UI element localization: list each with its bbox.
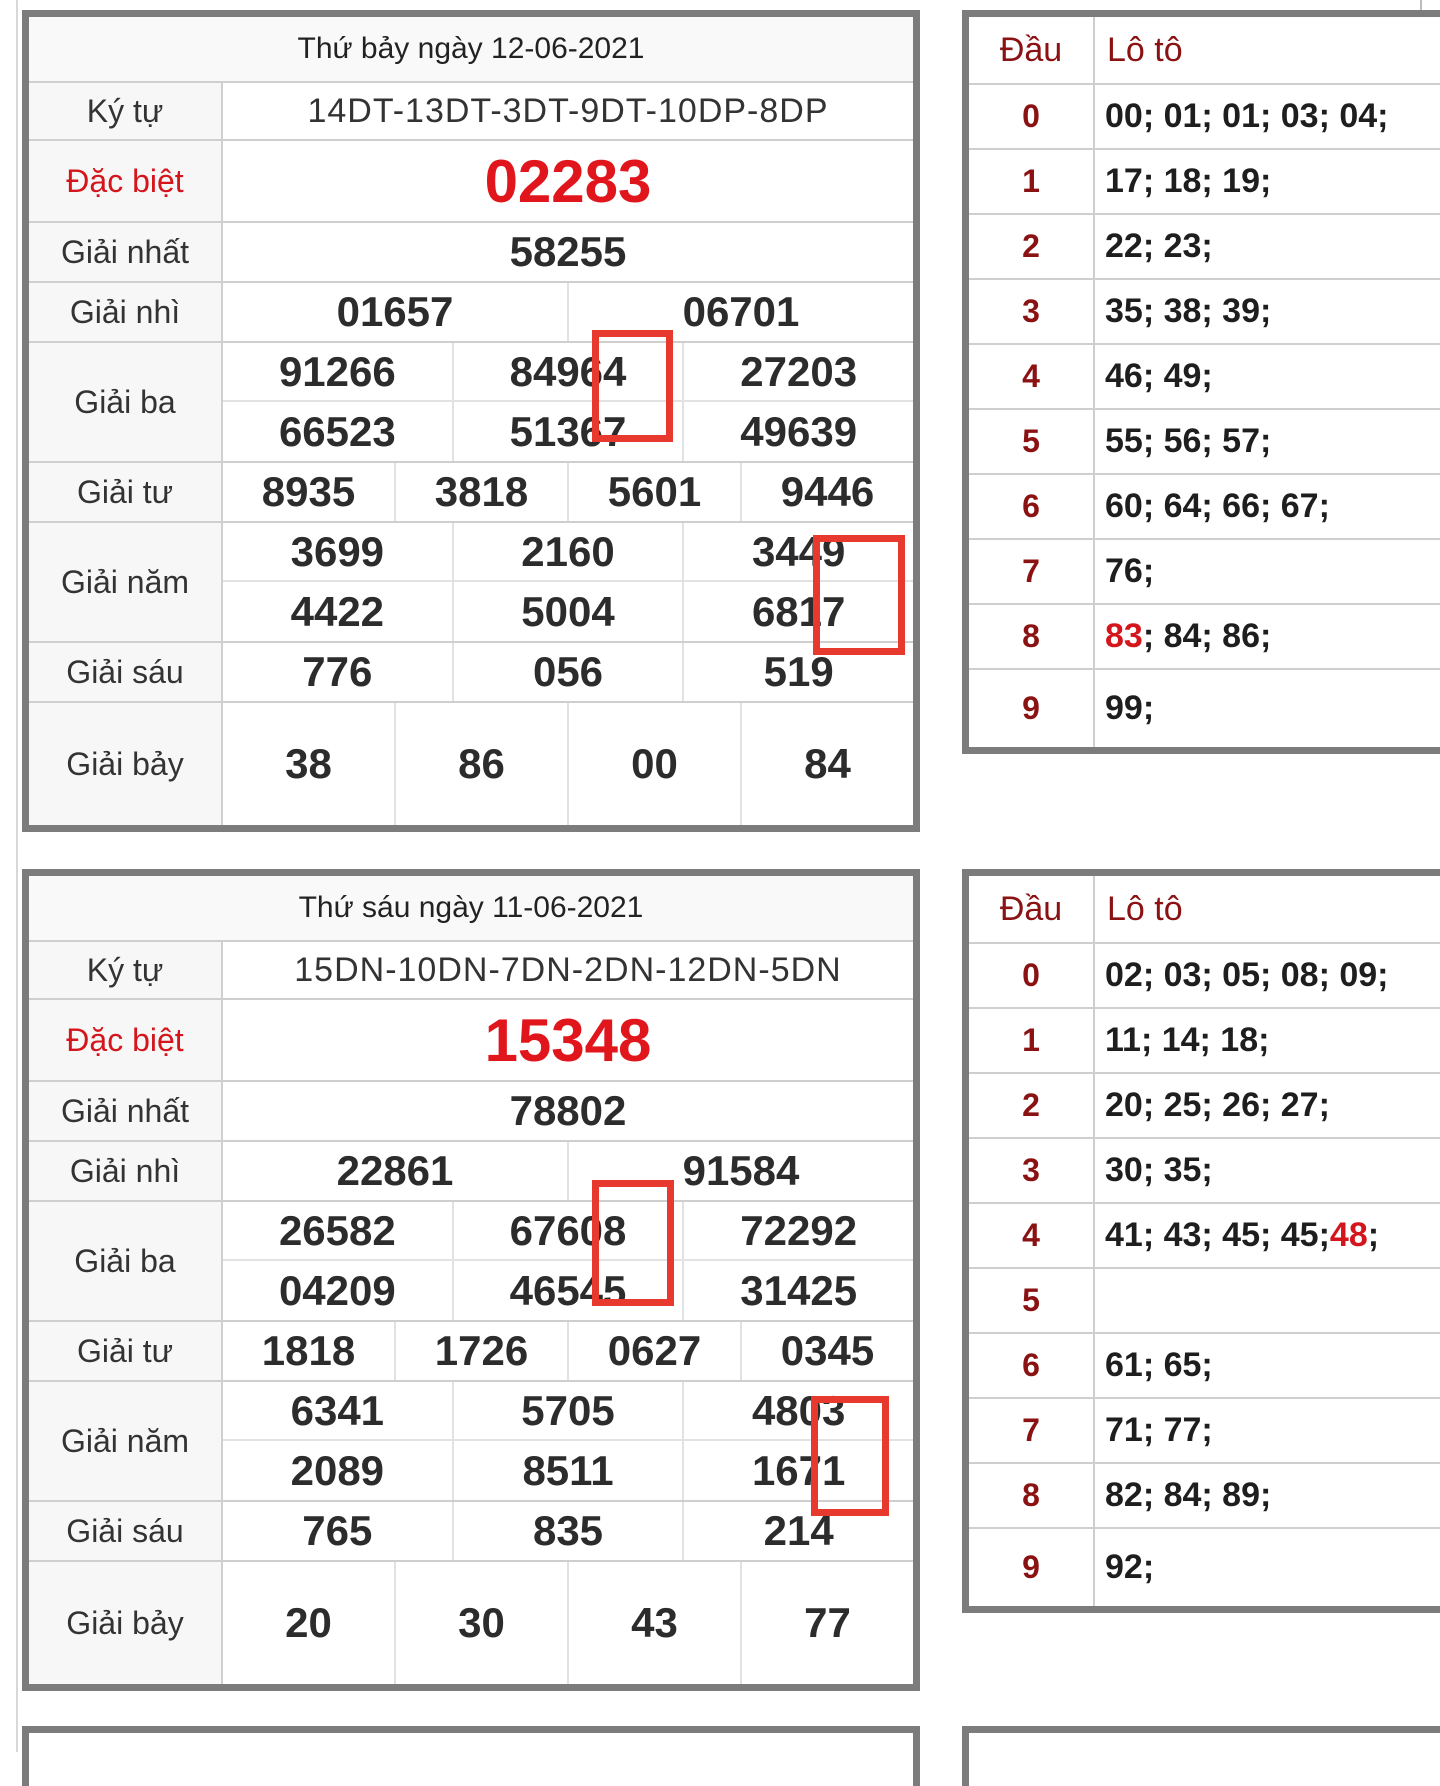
loto-values-text: 71; 77; xyxy=(1105,1411,1213,1449)
ky-tu-row xyxy=(29,83,913,141)
loto-values xyxy=(1095,280,1440,343)
prize-number: 2160 xyxy=(452,523,683,580)
prize-number: 58255 xyxy=(509,228,627,275)
loto-values-text: 11; 14; 18; xyxy=(1105,1021,1270,1059)
loto-values xyxy=(1095,1464,1440,1527)
loto-values xyxy=(1095,150,1440,213)
prize-nhi-row xyxy=(29,283,913,343)
loto-special-highlight: 83 xyxy=(1105,617,1143,655)
loto-row xyxy=(969,1009,1440,1074)
prize-number: 27203 xyxy=(682,343,913,400)
loto-values xyxy=(1095,475,1440,538)
prize-number: 776 xyxy=(302,648,373,695)
prize-number: 67608 xyxy=(452,1202,683,1259)
prize-number: 91584 xyxy=(567,1142,913,1200)
prize-number: 6341 xyxy=(290,1386,385,1434)
loto-dau: 2 xyxy=(969,215,1095,278)
loto-row xyxy=(969,1399,1440,1464)
loto-row xyxy=(969,1269,1440,1334)
prize-number: 6817 xyxy=(682,582,913,641)
prize-bay-row xyxy=(29,703,913,825)
prize-number: 214 xyxy=(682,1502,913,1560)
prize-number: 4422 xyxy=(290,587,385,635)
special-prize-number: 15348 xyxy=(484,1006,652,1074)
prize-number: 78802 xyxy=(509,1087,627,1134)
loto-values-text: 30; 35; xyxy=(1105,1151,1213,1189)
prize-label: Giải ba xyxy=(29,1202,223,1320)
prize-number: 04209 xyxy=(278,1266,396,1314)
loto-dau: 4 xyxy=(969,345,1095,408)
prize-nhat-row xyxy=(29,223,913,283)
loto-table-next xyxy=(962,1726,1440,1786)
loto-row xyxy=(969,85,1440,150)
loto-row xyxy=(969,215,1440,280)
loto-values-text: 02; 03; 05; 08; 09; xyxy=(1105,956,1389,994)
loto-values-text: 92; xyxy=(1105,1548,1155,1586)
highlight-box xyxy=(811,1396,889,1516)
draw-date: Thứ sáu ngày 11-06-2021 xyxy=(298,891,644,924)
prize-number: 72292 xyxy=(682,1202,913,1259)
loto-row xyxy=(969,1204,1440,1269)
prize-number: 8935 xyxy=(261,468,356,515)
prize-number: 3449 xyxy=(682,523,913,580)
loto-row xyxy=(969,475,1440,540)
loto-dau: 3 xyxy=(969,1139,1095,1202)
prize-number: 86 xyxy=(394,703,567,825)
dau-header: Đầu xyxy=(969,17,1095,83)
ky-tu-row xyxy=(29,942,913,1000)
prize-number: 5601 xyxy=(567,463,740,521)
draw-date-row xyxy=(29,17,913,83)
loto-values-text: ; xyxy=(1367,1216,1380,1254)
dau-header: Đầu xyxy=(969,876,1095,942)
loto-row xyxy=(969,1529,1440,1606)
loto-values xyxy=(1095,1204,1440,1267)
loto-dau: 6 xyxy=(969,1334,1095,1397)
prize-label: Giải ba xyxy=(29,343,223,461)
prize-label: Giải nhất xyxy=(29,1082,223,1140)
loto-special-highlight: 48 xyxy=(1329,1216,1368,1254)
loto-row xyxy=(969,1139,1440,1204)
loto-header-label: Lô tô xyxy=(1107,889,1183,928)
prize-bay-row xyxy=(29,1562,913,1684)
prize-number: 38 xyxy=(285,740,332,787)
loto-values-text: 20; 25; 26; 27; xyxy=(1105,1086,1330,1124)
ky-tu-value: 15DN-10DN-7DN-2DN-12DN-5DN xyxy=(294,950,842,989)
loto-values xyxy=(1095,1139,1440,1202)
prize-number: 43 xyxy=(567,1562,740,1684)
loto-dau: 9 xyxy=(969,670,1095,747)
prize-number: 1726 xyxy=(394,1322,567,1380)
special-prize-number: 02283 xyxy=(484,147,652,215)
loto-values xyxy=(1095,1399,1440,1462)
loto-header xyxy=(969,17,1440,85)
prize-number: 765 xyxy=(302,1507,373,1554)
prize-number: 5705 xyxy=(452,1382,683,1439)
prize-label: Giải tư xyxy=(29,463,223,521)
draw-date: Thứ bảy ngày 12-06-2021 xyxy=(297,32,645,65)
prize-label: Giải năm xyxy=(29,1382,223,1500)
loto-values xyxy=(1095,1529,1440,1606)
loto-row xyxy=(969,944,1440,1009)
prize-label: Đặc biệt xyxy=(29,141,223,221)
prize-number: 22861 xyxy=(336,1147,454,1194)
prize-number: 31425 xyxy=(682,1261,913,1320)
loto-dau: 1 xyxy=(969,1009,1095,1072)
loto-dau: 8 xyxy=(969,605,1095,668)
prize-number: 1671 xyxy=(682,1441,913,1500)
prize-label: Giải nhì xyxy=(29,283,223,341)
prize-number: 2089 xyxy=(290,1446,385,1494)
page-left-edge xyxy=(16,0,18,1752)
loto-values xyxy=(1095,605,1440,668)
prize-label: Giải bảy xyxy=(29,1562,223,1684)
loto-values xyxy=(1095,670,1440,747)
loto-values-text: 41; 43; 45; 45; xyxy=(1105,1216,1330,1254)
prize-sau-row xyxy=(29,643,913,703)
result-table-0 xyxy=(22,10,920,832)
loto-row xyxy=(969,410,1440,475)
loto-dau: 9 xyxy=(969,1529,1095,1606)
loto-dau: 5 xyxy=(969,410,1095,473)
prize-label: Giải tư xyxy=(29,1322,223,1380)
loto-row xyxy=(969,1334,1440,1399)
prize-number: 056 xyxy=(452,643,683,701)
ky-tu-label: Ký tự xyxy=(29,83,223,139)
result-table-1 xyxy=(22,869,920,1691)
prize-number: 00 xyxy=(567,703,740,825)
prize-number: 49639 xyxy=(682,402,913,461)
loto-dau: 3 xyxy=(969,280,1095,343)
loto-values xyxy=(1095,944,1440,1007)
prize-label: Giải năm xyxy=(29,523,223,641)
loto-dau: 2 xyxy=(969,1074,1095,1137)
prize-number: 30 xyxy=(394,1562,567,1684)
loto-dau: 0 xyxy=(969,944,1095,1007)
loto-row xyxy=(969,1464,1440,1529)
loto-dau: 8 xyxy=(969,1464,1095,1527)
loto-values xyxy=(1095,345,1440,408)
prize-nam-row xyxy=(29,1382,913,1502)
highlight-box xyxy=(813,535,905,655)
loto-dau: 7 xyxy=(969,1399,1095,1462)
loto-dau: 0 xyxy=(969,85,1095,148)
prize-nam-row xyxy=(29,523,913,643)
prize-number: 84 xyxy=(740,703,913,825)
prize-number: 835 xyxy=(452,1502,683,1560)
prize-number: 0627 xyxy=(567,1322,740,1380)
prize-number: 1818 xyxy=(261,1327,356,1374)
loto-row xyxy=(969,150,1440,215)
prize-sau-row xyxy=(29,1502,913,1562)
loto-values-text: 76; xyxy=(1105,552,1155,590)
prize-number: 51367 xyxy=(452,402,683,461)
loto-dau: 7 xyxy=(969,540,1095,603)
result-table-next xyxy=(22,1726,920,1786)
loto-table-1 xyxy=(962,869,1440,1613)
ky-tu-value: 14DT-13DT-3DT-9DT-10DP-8DP xyxy=(307,91,829,130)
prize-number: 9446 xyxy=(740,463,913,521)
prize-number: 91266 xyxy=(278,347,396,395)
prize-number: 06701 xyxy=(567,283,913,341)
loto-values-text: 35; 38; 39; xyxy=(1105,292,1272,330)
prize-label: Giải nhì xyxy=(29,1142,223,1200)
loto-values xyxy=(1095,410,1440,473)
prize-tu-row xyxy=(29,1322,913,1382)
prize-nhat-row xyxy=(29,1082,913,1142)
loto-row xyxy=(969,670,1440,747)
prize-number: 66523 xyxy=(278,407,396,455)
loto-values-text: 61; 65; xyxy=(1105,1346,1213,1384)
loto-values-text: 00; 01; 01; 03; 04; xyxy=(1105,97,1389,135)
prize-number: 8511 xyxy=(452,1441,683,1500)
loto-table-0 xyxy=(962,10,1440,754)
loto-row xyxy=(969,1074,1440,1139)
loto-values-text: 46; 49; xyxy=(1105,357,1213,395)
prize-number: 0345 xyxy=(740,1322,913,1380)
prize-number: 5004 xyxy=(452,582,683,641)
prize-number: 26582 xyxy=(278,1206,396,1254)
prize-number: 46545 xyxy=(452,1261,683,1320)
loto-values xyxy=(1095,1009,1440,1072)
loto-values-text: 55; 56; 57; xyxy=(1105,422,1272,460)
loto-header-label: Lô tô xyxy=(1107,30,1183,69)
loto-values xyxy=(1095,1334,1440,1397)
prize-number: 77 xyxy=(740,1562,913,1684)
ky-tu-label: Ký tự xyxy=(29,942,223,998)
prize-ba-row xyxy=(29,343,913,463)
loto-values-text: ; 84; 86; xyxy=(1142,617,1272,655)
prize-number: 3699 xyxy=(290,527,385,575)
prize-label: Giải bảy xyxy=(29,703,223,825)
prize-number: 01657 xyxy=(336,288,454,335)
loto-values xyxy=(1095,1269,1440,1332)
loto-values xyxy=(1095,540,1440,603)
loto-values-text: 17; 18; 19; xyxy=(1105,162,1272,200)
prize-number: 20 xyxy=(285,1599,332,1646)
prize-number: 519 xyxy=(682,643,913,701)
prize-dac-biet-row xyxy=(29,1000,913,1082)
prize-label: Giải nhất xyxy=(29,223,223,281)
loto-dau: 6 xyxy=(969,475,1095,538)
prize-dac-biet-row xyxy=(29,141,913,223)
loto-dau: 4 xyxy=(969,1204,1095,1267)
loto-row xyxy=(969,540,1440,605)
prize-number: 3818 xyxy=(394,463,567,521)
prize-number: 84964 xyxy=(452,343,683,400)
prize-tu-row xyxy=(29,463,913,523)
loto-values-text: 82; 84; 89; xyxy=(1105,1476,1272,1514)
loto-values-text: 60; 64; 66; 67; xyxy=(1105,487,1330,525)
prize-ba-row xyxy=(29,1202,913,1322)
highlight-box xyxy=(592,1180,674,1306)
highlight-box xyxy=(592,330,673,442)
prize-label: Giải sáu xyxy=(29,643,223,701)
prize-label: Giải sáu xyxy=(29,1502,223,1560)
loto-values-text: 22; 23; xyxy=(1105,227,1213,265)
prize-label: Đặc biệt xyxy=(29,1000,223,1080)
loto-row xyxy=(969,345,1440,410)
prize-number: 4803 xyxy=(682,1382,913,1439)
loto-values xyxy=(1095,215,1440,278)
loto-dau: 1 xyxy=(969,150,1095,213)
prize-nhi-row xyxy=(29,1142,913,1202)
loto-values xyxy=(1095,1074,1440,1137)
loto-values-text: 99; xyxy=(1105,689,1155,727)
loto-row xyxy=(969,280,1440,345)
draw-date-row xyxy=(29,876,913,942)
loto-values xyxy=(1095,85,1440,148)
loto-row xyxy=(969,605,1440,670)
loto-header xyxy=(969,876,1440,944)
loto-dau: 5 xyxy=(969,1269,1095,1332)
